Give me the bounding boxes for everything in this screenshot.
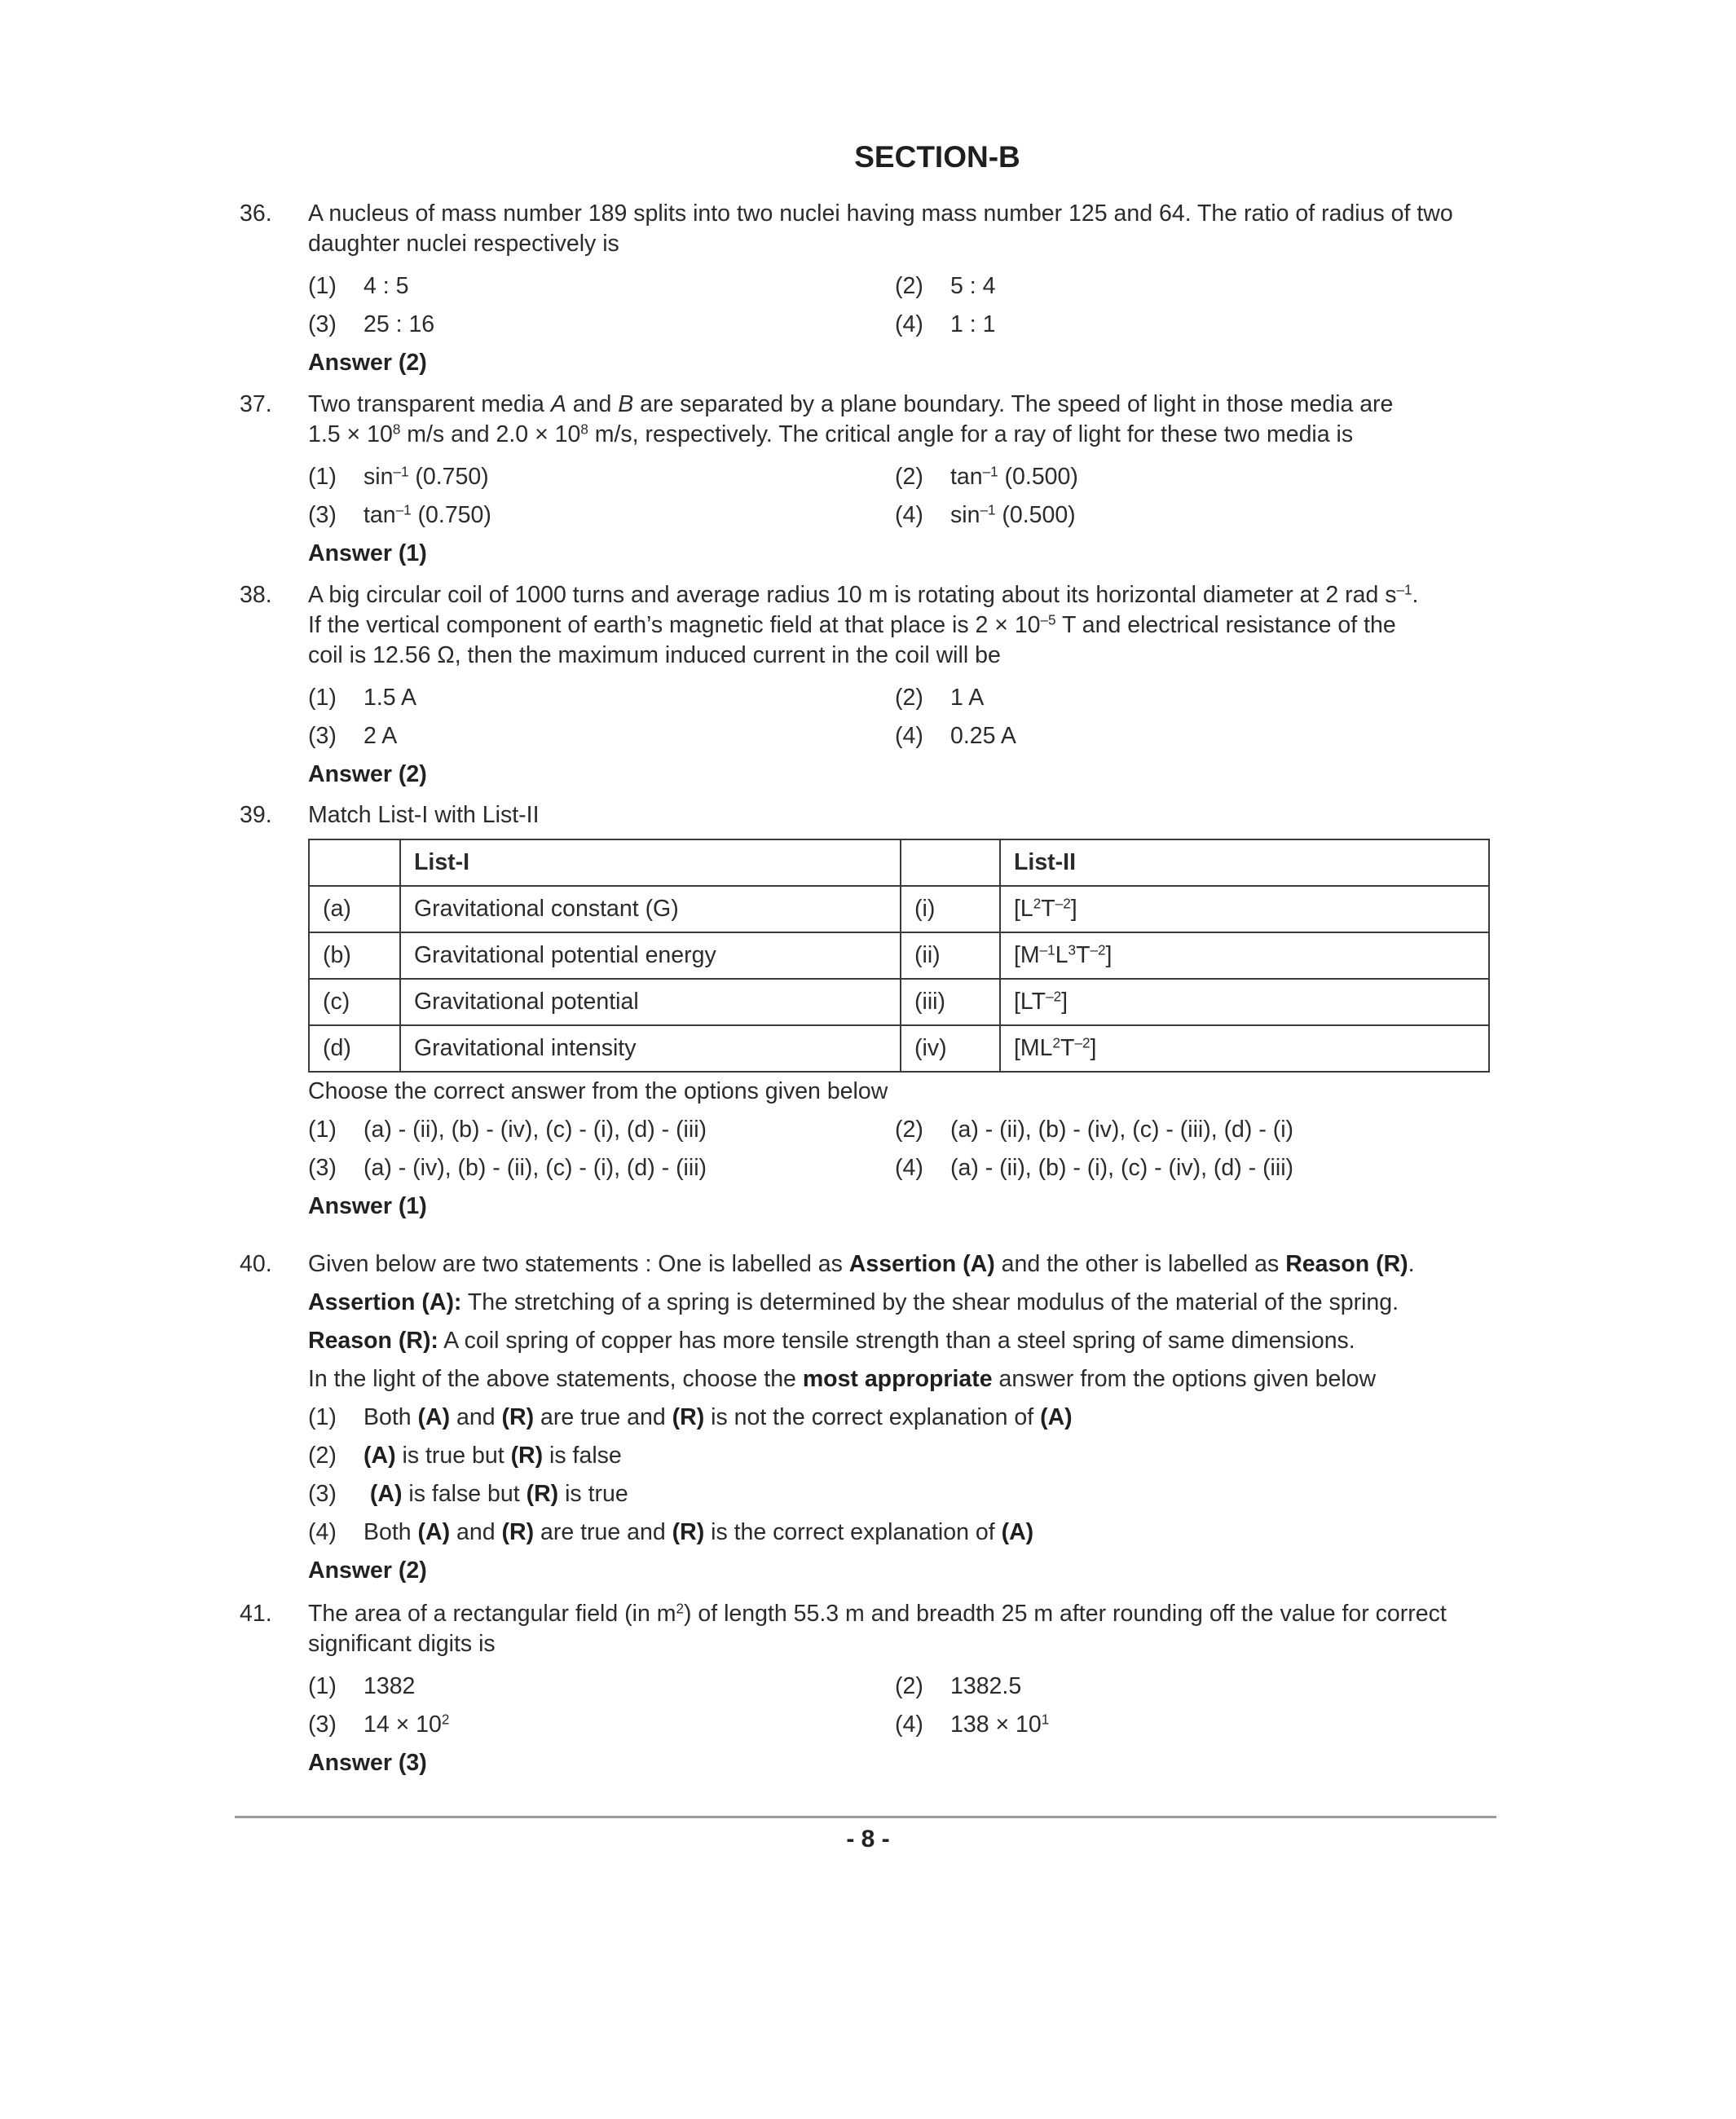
question-41	[240, 1599, 1495, 1782]
option-3: (3) 2 A	[308, 723, 398, 749]
list-2-item: $[M^{-1}L^3T^{-2}]$	[1000, 932, 1489, 979]
answer: Answer (3)	[308, 1750, 427, 1776]
option-2: (2) 1 A	[895, 685, 985, 711]
row-roman: (iv)	[901, 1025, 1000, 1072]
question-number: 41.	[240, 1601, 272, 1627]
list-1-item: Gravitational intensity	[400, 1025, 901, 1072]
question-text-line-3: coil is 12.56 Ω, then the maximum induced current in the coil will be	[308, 642, 1001, 668]
answer: Answer (1)	[308, 540, 427, 566]
question-number: 38.	[240, 582, 272, 608]
answer: Answer (2)	[308, 1557, 427, 1584]
option-2: (2) (a) - (ii), (b) - (iv), (c) - (iii), (d) - (i)	[895, 1117, 1294, 1143]
option-3: (3) $\tan^{-1} (0.750)$	[308, 502, 491, 528]
question-text-line-2: significant digits is	[308, 1631, 496, 1657]
option-2: (2) 1382.5	[895, 1673, 1022, 1699]
option-4: (4) $\sin^{-1} (0.500)$	[895, 502, 1076, 528]
question-text-line-1: Two transparent media A and B are separated by a plane boundary. The speed of light in those media are	[308, 391, 1394, 417]
list-1-header: List-I	[400, 839, 901, 886]
question-text-line-1: A big circular coil of 1000 turns and average radius 10 m is rotating about its horizontal diameter at 2 rad $s^{-1}$.	[308, 582, 1419, 608]
row-roman: (ii)	[901, 932, 1000, 979]
list-1-item: Gravitational potential	[400, 979, 901, 1025]
page-number: - 8 -	[846, 1826, 890, 1852]
option-3: (3) $14 \times 10^2$	[308, 1712, 450, 1738]
question-number: 40.	[240, 1251, 272, 1277]
option-3: (3) (A) is false but (R) is true	[308, 1481, 628, 1507]
question-text: A nucleus of mass number 189 splits into two nuclei having mass number 125 and 64. The ratio of radius of two daughter nuclei respectively is	[308, 200, 1453, 257]
reason-statement: Reason (R): A coil spring of copper has more tensile strength than a steel spring of same dimensions.	[308, 1328, 1355, 1354]
row-roman: (iii)	[901, 979, 1000, 1025]
list-1-item: Gravitational constant (G)	[400, 886, 901, 932]
section-title: SECTION-B	[854, 140, 1020, 174]
question-38	[240, 580, 1495, 793]
row-key: (b)	[309, 932, 400, 979]
question-39	[240, 800, 1495, 1225]
option-4: (4) 0.25 A	[895, 723, 1016, 749]
option-3: (3) 25 : 16	[308, 311, 435, 337]
list-1-item: Gravitational potential energy	[400, 932, 901, 979]
answer: Answer (2)	[308, 350, 427, 376]
option-4: (4) 1 : 1	[895, 311, 996, 337]
answer: Answer (1)	[308, 1193, 427, 1219]
question-40	[240, 1245, 1495, 1589]
choose-instruction: Choose the correct answer from the options given below	[308, 1078, 888, 1104]
question-number: 37.	[240, 391, 272, 417]
statement-intro: Given below are two statements : One is labelled as Assertion (A) and the other is labelled as Reason (R).	[308, 1251, 1415, 1277]
question-number: 36.	[240, 200, 272, 227]
answer: Answer (2)	[308, 761, 427, 787]
table-row	[309, 979, 1489, 1025]
option-3: (3) (a) - (iv), (b) - (ii), (c) - (i), (d) - (iii)	[308, 1155, 707, 1181]
option-1: (1) 1.5 A	[308, 685, 416, 711]
question-text: Match List-I with List-II	[308, 802, 540, 828]
table-header-row	[309, 839, 1489, 886]
question-number: 39.	[240, 802, 272, 828]
list-2-item: $[L^2T^{-2}]$	[1000, 886, 1489, 932]
list-2-item: $[LT^{-2}]$	[1000, 979, 1489, 1025]
list-2-item: $[ML^2T^{-2}]$	[1000, 1025, 1489, 1072]
option-2: (2) (A) is true but (R) is false	[308, 1443, 622, 1469]
table-row	[309, 1025, 1489, 1072]
option-1: (1) 1382	[308, 1673, 416, 1699]
option-1: (1) (a) - (ii), (b) - (iv), (c) - (i), (d) - (iii)	[308, 1117, 707, 1143]
list-2-header: List-II	[1000, 839, 1489, 886]
option-4: (4) (a) - (ii), (b) - (i), (c) - (iv), (d) - (iii)	[895, 1155, 1294, 1181]
option-1: (1) $\sin^{-1} (0.750)$	[308, 464, 489, 490]
match-table	[308, 839, 1490, 1073]
instruction: In the light of the above statements, choose the most appropriate answer from the options given below	[308, 1366, 1377, 1392]
row-key: (c)	[309, 979, 400, 1025]
row-key: (d)	[309, 1025, 400, 1072]
row-roman: (i)	[901, 886, 1000, 932]
option-4: (4) $138 \times 10^1$	[895, 1712, 1050, 1738]
option-4: (4) Both (A) and (R) are true and (R) is the correct explanation of (A)	[308, 1519, 1034, 1545]
footer-divider	[235, 1816, 1496, 1818]
question-text-line-1: The area of a rectangular field (in $m^2$) of length 55.3 m and breadth 25 m after rounding off the value for correct	[308, 1601, 1447, 1627]
table-row	[309, 932, 1489, 979]
option-1: (1) 4 : 5	[308, 273, 409, 299]
row-key: (a)	[309, 886, 400, 932]
option-2: (2) 5 : 4	[895, 273, 996, 299]
option-2: (2) $\tan^{-1} (0.500)$	[895, 464, 1078, 490]
question-36	[240, 199, 1495, 381]
option-1: (1) Both (A) and (R) are true and (R) is not the correct explanation of (A)	[308, 1404, 1073, 1430]
question-text-line-2: If the vertical component of earth’s magnetic field at that place is $2 \times 10^{-5}$ T and electrical resistance of the	[308, 612, 1396, 638]
question-text-line-2: $1.5 \times 10^8$ m/s and $2.0 \times 10^8$ m/s, respectively. The critical angle for a ray of light for these two media is	[308, 421, 1354, 447]
assertion-statement: Assertion (A): The stretching of a spring is determined by the shear modulus of the material of the spring.	[308, 1289, 1399, 1315]
question-37	[240, 390, 1495, 572]
table-row	[309, 886, 1489, 932]
